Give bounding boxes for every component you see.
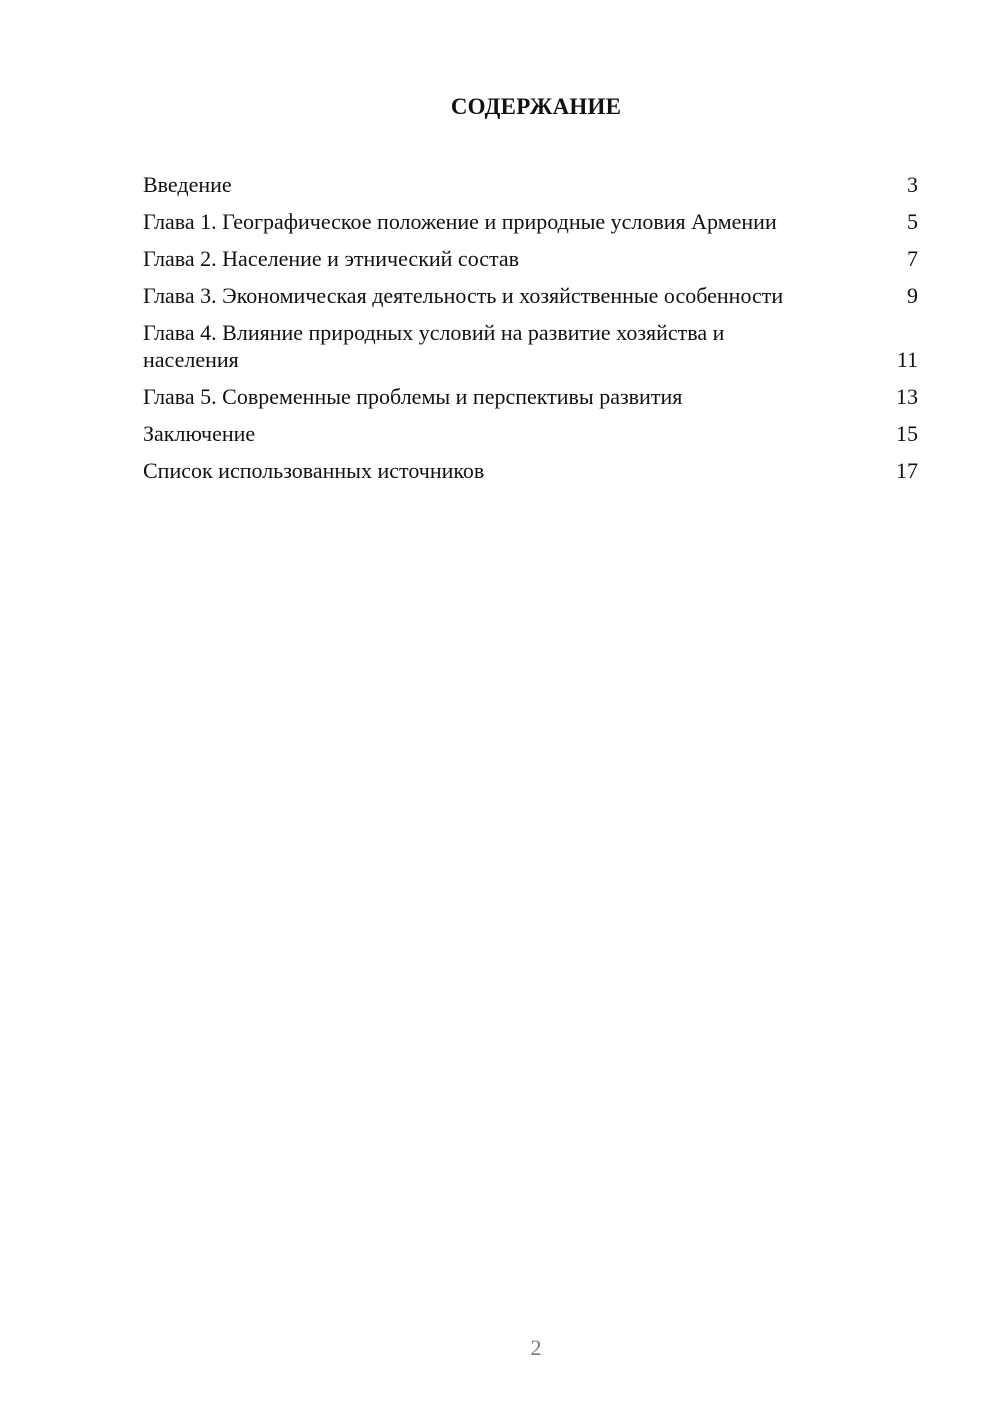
toc-entry-text: Заключение — [143, 421, 256, 446]
toc-entry-chapter-5 — [143, 383, 918, 410]
toc-entry-chapter-1 — [143, 208, 918, 235]
toc-entry-chapter-2 — [143, 245, 918, 272]
table-of-contents — [143, 171, 918, 494]
toc-entry-text: Глава 4. Влияние природных условий на развитие хозяйства и населения — [143, 320, 725, 372]
toc-entry-page: 3 — [907, 172, 918, 197]
page-number: 2 — [530, 1335, 542, 1360]
toc-entry-chapter-4 — [143, 319, 918, 373]
toc-heading: СОДЕРЖАНИЕ — [450, 94, 622, 119]
toc-entry-text: Глава 2. Население и этнический состав — [143, 246, 520, 271]
toc-entry-page: 17 — [896, 458, 918, 483]
toc-entry-page: 11 — [896, 347, 918, 372]
toc-entry-text: Список использованных источников — [143, 458, 485, 483]
toc-entry-page: 5 — [907, 209, 918, 234]
toc-entry-text: Глава 5. Современные проблемы и перспективы развития — [143, 384, 683, 409]
toc-entry-introduction — [143, 171, 918, 198]
toc-entry-page: 9 — [907, 283, 918, 308]
toc-entry-conclusion — [143, 420, 918, 447]
toc-entry-text: Введение — [143, 172, 232, 197]
toc-entry-page: 7 — [907, 246, 918, 271]
toc-entry-page: 15 — [896, 421, 918, 446]
toc-entry-references — [143, 457, 918, 484]
toc-entry-text: Глава 3. Экономическая деятельность и хозяйственные особенности — [143, 283, 784, 308]
toc-entry-text: Глава 1. Географическое положение и природные условия Армении — [143, 209, 777, 234]
toc-entry-page: 13 — [896, 384, 918, 409]
toc-entry-chapter-3 — [143, 282, 918, 309]
